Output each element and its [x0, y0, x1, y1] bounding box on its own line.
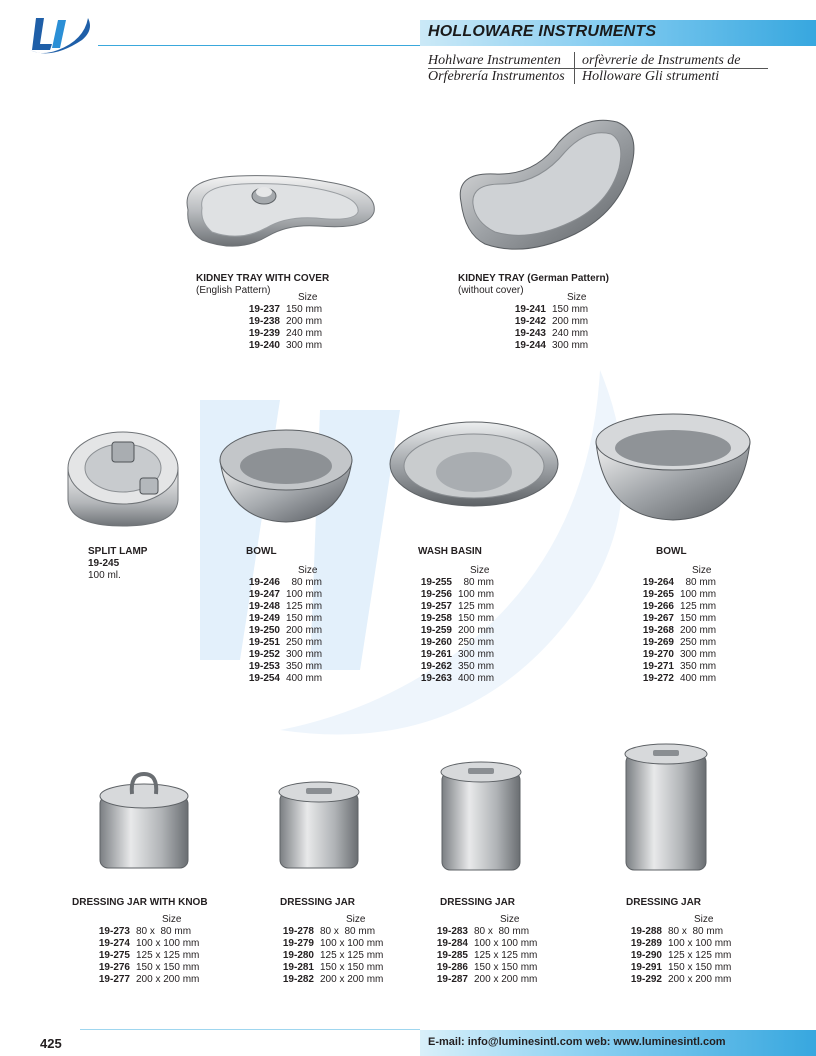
title-spanish: Orfebrería Instrumentos — [428, 69, 565, 84]
product-code: 19-292 — [630, 974, 662, 985]
product-name-kidney-tray-german: KIDNEY TRAY (German Pattern) — [458, 273, 609, 284]
product-code: 19-266 — [642, 601, 674, 612]
table-row — [408, 661, 494, 673]
product-size: 300 mm — [286, 340, 323, 351]
product-size: 200 mm — [458, 625, 495, 636]
title-italian: Holloware Gli strumenti — [582, 69, 720, 84]
bowl-image-right — [594, 408, 752, 522]
table-row — [86, 950, 199, 962]
product-code: 19-255 — [420, 577, 452, 588]
footer-contact: E-mail: info@luminesintl.com web: www.luminesintl.com — [428, 1036, 726, 1048]
product-code: 19-251 — [248, 637, 280, 648]
product-size: 150 mm — [286, 613, 323, 624]
product-size: 300 mm — [552, 340, 589, 351]
table-row — [86, 962, 199, 974]
table-row — [424, 938, 537, 950]
dressing-jar-image-2 — [438, 758, 524, 874]
table-row — [236, 589, 322, 601]
product-size: 150 x 150 mm — [136, 962, 200, 973]
product-size: 150 x 150 mm — [668, 962, 732, 973]
dressing-jar-image-3 — [622, 740, 710, 874]
product-code: 19-265 — [642, 589, 674, 600]
table-row — [424, 974, 537, 986]
table-row — [630, 649, 716, 661]
split-lamp-image — [64, 424, 182, 530]
product-code: 19-244 — [514, 340, 546, 351]
product-size: 80 mm — [291, 577, 322, 588]
size-header: Size — [298, 565, 318, 576]
size-list-bowl-left — [236, 577, 322, 685]
table-row — [408, 649, 494, 661]
product-size: 80 x 80 mm — [668, 926, 724, 937]
product-code: 19-261 — [420, 649, 452, 660]
product-sub-kidney-tray-german: (without cover) — [458, 285, 524, 296]
product-size: 300 mm — [286, 649, 323, 660]
table-row — [618, 926, 731, 938]
table-row — [502, 304, 588, 316]
table-row — [236, 661, 322, 673]
product-size: 150 mm — [680, 613, 717, 624]
product-code: 19-287 — [436, 974, 468, 985]
product-code: 19-248 — [248, 601, 280, 612]
table-row — [408, 673, 494, 685]
table-row — [86, 926, 199, 938]
table-row — [236, 601, 322, 613]
table-row — [86, 974, 199, 986]
table-row — [270, 950, 383, 962]
watermark-logo — [160, 330, 680, 750]
product-size: 125 mm — [680, 601, 717, 612]
product-code: 19-279 — [282, 938, 314, 949]
product-size: 200 mm — [286, 316, 323, 327]
product-code: 19-281 — [282, 962, 314, 973]
product-code: 19-282 — [282, 974, 314, 985]
product-code: 19-274 — [98, 938, 130, 949]
product-size: 400 mm — [458, 673, 495, 684]
table-row — [408, 613, 494, 625]
product-code: 19-247 — [248, 589, 280, 600]
product-code: 19-288 — [630, 926, 662, 937]
product-size: 100 x 100 mm — [474, 938, 538, 949]
product-code: 19-257 — [420, 601, 452, 612]
product-code: 19-264 — [642, 577, 674, 588]
product-code: 19-242 — [514, 316, 546, 327]
table-row — [618, 962, 731, 974]
kidney-tray-german-image — [455, 112, 637, 254]
table-row — [270, 926, 383, 938]
product-size: 200 mm — [680, 625, 717, 636]
size-list-dressing-jar-1 — [270, 926, 383, 986]
product-size: 100 x 100 mm — [136, 938, 200, 949]
product-size: 80 x 80 mm — [136, 926, 192, 937]
product-code: 19-241 — [514, 304, 546, 315]
product-code: 19-267 — [642, 613, 674, 624]
company-logo — [22, 10, 94, 58]
size-list-kidney-tray-german — [502, 304, 588, 352]
title-german: Hohlware Instrumenten — [428, 53, 561, 68]
size-list-wash-basin — [408, 577, 494, 685]
table-row — [630, 601, 716, 613]
product-code: 19-243 — [514, 328, 546, 339]
product-code: 19-249 — [248, 613, 280, 624]
size-header: Size — [500, 914, 520, 925]
product-code: 19-276 — [98, 962, 130, 973]
table-row — [270, 962, 383, 974]
product-code: 19-237 — [248, 304, 280, 315]
table-row — [236, 328, 322, 340]
product-size: 80 mm — [685, 577, 716, 588]
product-size: 100 x 100 mm — [668, 938, 732, 949]
table-row — [630, 625, 716, 637]
product-size: 125 x 125 mm — [474, 950, 538, 961]
size-header: Size — [567, 292, 587, 303]
product-size: 350 mm — [286, 661, 323, 672]
product-size: 100 mm — [680, 589, 717, 600]
product-code: 19-283 — [436, 926, 468, 937]
table-row — [236, 304, 322, 316]
product-size: 240 mm — [286, 328, 323, 339]
product-size: 400 mm — [680, 673, 717, 684]
product-code: 19-260 — [420, 637, 452, 648]
table-row — [502, 340, 588, 352]
size-list-dressing-jar-with-knob — [86, 926, 199, 986]
product-size: 240 mm — [552, 328, 589, 339]
product-size: 100 x 100 mm — [320, 938, 384, 949]
product-code: 19-289 — [630, 938, 662, 949]
product-size: 125 x 125 mm — [136, 950, 200, 961]
product-code: 19-286 — [436, 962, 468, 973]
table-row — [408, 577, 494, 589]
table-row — [236, 637, 322, 649]
bowl-image-left — [218, 420, 354, 524]
product-size: 300 mm — [458, 649, 495, 660]
table-row — [630, 673, 716, 685]
table-row — [424, 950, 537, 962]
product-code: 19-254 — [248, 673, 280, 684]
product-size: 150 x 150 mm — [474, 962, 538, 973]
table-row — [236, 673, 322, 685]
product-code: 19-272 — [642, 673, 674, 684]
table-row — [408, 601, 494, 613]
table-row — [236, 613, 322, 625]
table-row — [236, 649, 322, 661]
size-list-kidney-tray-with-cover — [236, 304, 322, 352]
table-row — [618, 950, 731, 962]
table-row — [236, 625, 322, 637]
product-code: 19-270 — [642, 649, 674, 660]
table-row — [502, 316, 588, 328]
product-size: 100 mm — [458, 589, 495, 600]
product-size: 80 x 80 mm — [474, 926, 530, 937]
product-code: 19-250 — [248, 625, 280, 636]
product-size: 200 x 200 mm — [474, 974, 538, 985]
product-code: 19-238 — [248, 316, 280, 327]
product-code: 19-291 — [630, 962, 662, 973]
product-size: 80 x 80 mm — [320, 926, 376, 937]
product-name-bowl-right: BOWL — [656, 546, 687, 557]
product-name-bowl-left: BOWL — [246, 546, 277, 557]
table-row — [408, 589, 494, 601]
table-row — [630, 637, 716, 649]
product-name-dressing-jar-2: DRESSING JAR — [440, 897, 516, 908]
table-row — [630, 661, 716, 673]
product-size: 125 x 125 mm — [668, 950, 732, 961]
table-row — [424, 962, 537, 974]
product-code: 19-275 — [98, 950, 130, 961]
product-code: 19-269 — [642, 637, 674, 648]
size-header: Size — [346, 914, 366, 925]
table-row — [236, 577, 322, 589]
size-list-dressing-jar-3 — [618, 926, 731, 986]
product-code: 19-262 — [420, 661, 452, 672]
product-code: 19-246 — [248, 577, 280, 588]
product-name-split-lamp: SPLIT LAMP — [88, 546, 148, 557]
product-code: 19-239 — [248, 328, 280, 339]
table-row — [630, 577, 716, 589]
size-list-dressing-jar-2 — [424, 926, 537, 986]
size-list-bowl-right — [630, 577, 716, 685]
wash-basin-image — [388, 420, 560, 510]
page-title: HOLLOWARE INSTRUMENTS — [428, 23, 657, 40]
product-name-kidney-tray-with-cover: KIDNEY TRAY WITH COVER — [196, 273, 330, 284]
product-code: 19-284 — [436, 938, 468, 949]
product-size: 150 mm — [552, 304, 589, 315]
product-code: 19-253 — [248, 661, 280, 672]
table-row — [236, 340, 322, 352]
size-header: Size — [694, 914, 714, 925]
product-code: 19-259 — [420, 625, 452, 636]
page-number: 425 — [40, 1036, 62, 1051]
size-header: Size — [470, 565, 490, 576]
table-row — [502, 328, 588, 340]
table-row — [270, 938, 383, 950]
product-code: 19-252 — [248, 649, 280, 660]
product-name-dressing-jar-with-knob: DRESSING JAR WITH KNOB — [72, 897, 208, 908]
table-row — [408, 625, 494, 637]
product-size: 80 mm — [463, 577, 494, 588]
product-name-dressing-jar-1: DRESSING JAR — [280, 897, 356, 908]
product-code: 19-268 — [642, 625, 674, 636]
product-size: 250 mm — [286, 637, 323, 648]
product-code: 19-256 — [420, 589, 452, 600]
product-code: 19-278 — [282, 926, 314, 937]
product-size: 200 mm — [552, 316, 589, 327]
table-row — [630, 589, 716, 601]
table-row — [618, 938, 731, 950]
product-code: 19-280 — [282, 950, 314, 961]
product-code: 19-277 — [98, 974, 130, 985]
product-size: 150 mm — [458, 613, 495, 624]
size-header: Size — [298, 292, 318, 303]
product-code: 19-290 — [630, 950, 662, 961]
footer-rule — [80, 1029, 420, 1030]
product-size: 200 x 200 mm — [668, 974, 732, 985]
product-size: 125 mm — [458, 601, 495, 612]
product-size: 300 mm — [680, 649, 717, 660]
product-code: 19-271 — [642, 661, 674, 672]
title-french: orfèvrerie de Instruments de — [582, 53, 741, 68]
table-row — [630, 613, 716, 625]
dressing-jar-image-1 — [276, 778, 362, 872]
product-size: 350 mm — [458, 661, 495, 672]
product-size: 200 x 200 mm — [320, 974, 384, 985]
product-name-dressing-jar-3: DRESSING JAR — [626, 897, 702, 908]
product-code-split-lamp: 19-245 — [88, 558, 120, 569]
product-code: 19-258 — [420, 613, 452, 624]
table-row — [618, 974, 731, 986]
kidney-tray-with-cover-image — [178, 170, 380, 254]
product-code: 19-285 — [436, 950, 468, 961]
product-size: 125 mm — [286, 601, 323, 612]
product-size: 200 mm — [286, 625, 323, 636]
table-row — [424, 926, 537, 938]
translation-rule — [428, 68, 768, 69]
product-size: 250 mm — [680, 637, 717, 648]
product-name-wash-basin: WASH BASIN — [418, 546, 482, 557]
product-code: 19-273 — [98, 926, 130, 937]
product-size: 400 mm — [286, 673, 323, 684]
table-row — [408, 637, 494, 649]
product-size: 150 x 150 mm — [320, 962, 384, 973]
size-header: Size — [692, 565, 712, 576]
product-size: 125 x 125 mm — [320, 950, 384, 961]
table-row — [86, 938, 199, 950]
product-sub-kidney-tray-with-cover: (English Pattern) — [196, 285, 271, 296]
product-size: 150 mm — [286, 304, 323, 315]
table-row — [236, 316, 322, 328]
product-size: 200 x 200 mm — [136, 974, 200, 985]
product-size: 100 mm — [286, 589, 323, 600]
dressing-jar-with-knob-image — [96, 770, 192, 874]
product-sub-split-lamp: 100 ml. — [88, 570, 121, 581]
product-code: 19-240 — [248, 340, 280, 351]
product-code: 19-263 — [420, 673, 452, 684]
size-header: Size — [162, 914, 182, 925]
product-size: 250 mm — [458, 637, 495, 648]
table-row — [270, 974, 383, 986]
product-size: 350 mm — [680, 661, 717, 672]
translation-separator — [574, 52, 575, 84]
